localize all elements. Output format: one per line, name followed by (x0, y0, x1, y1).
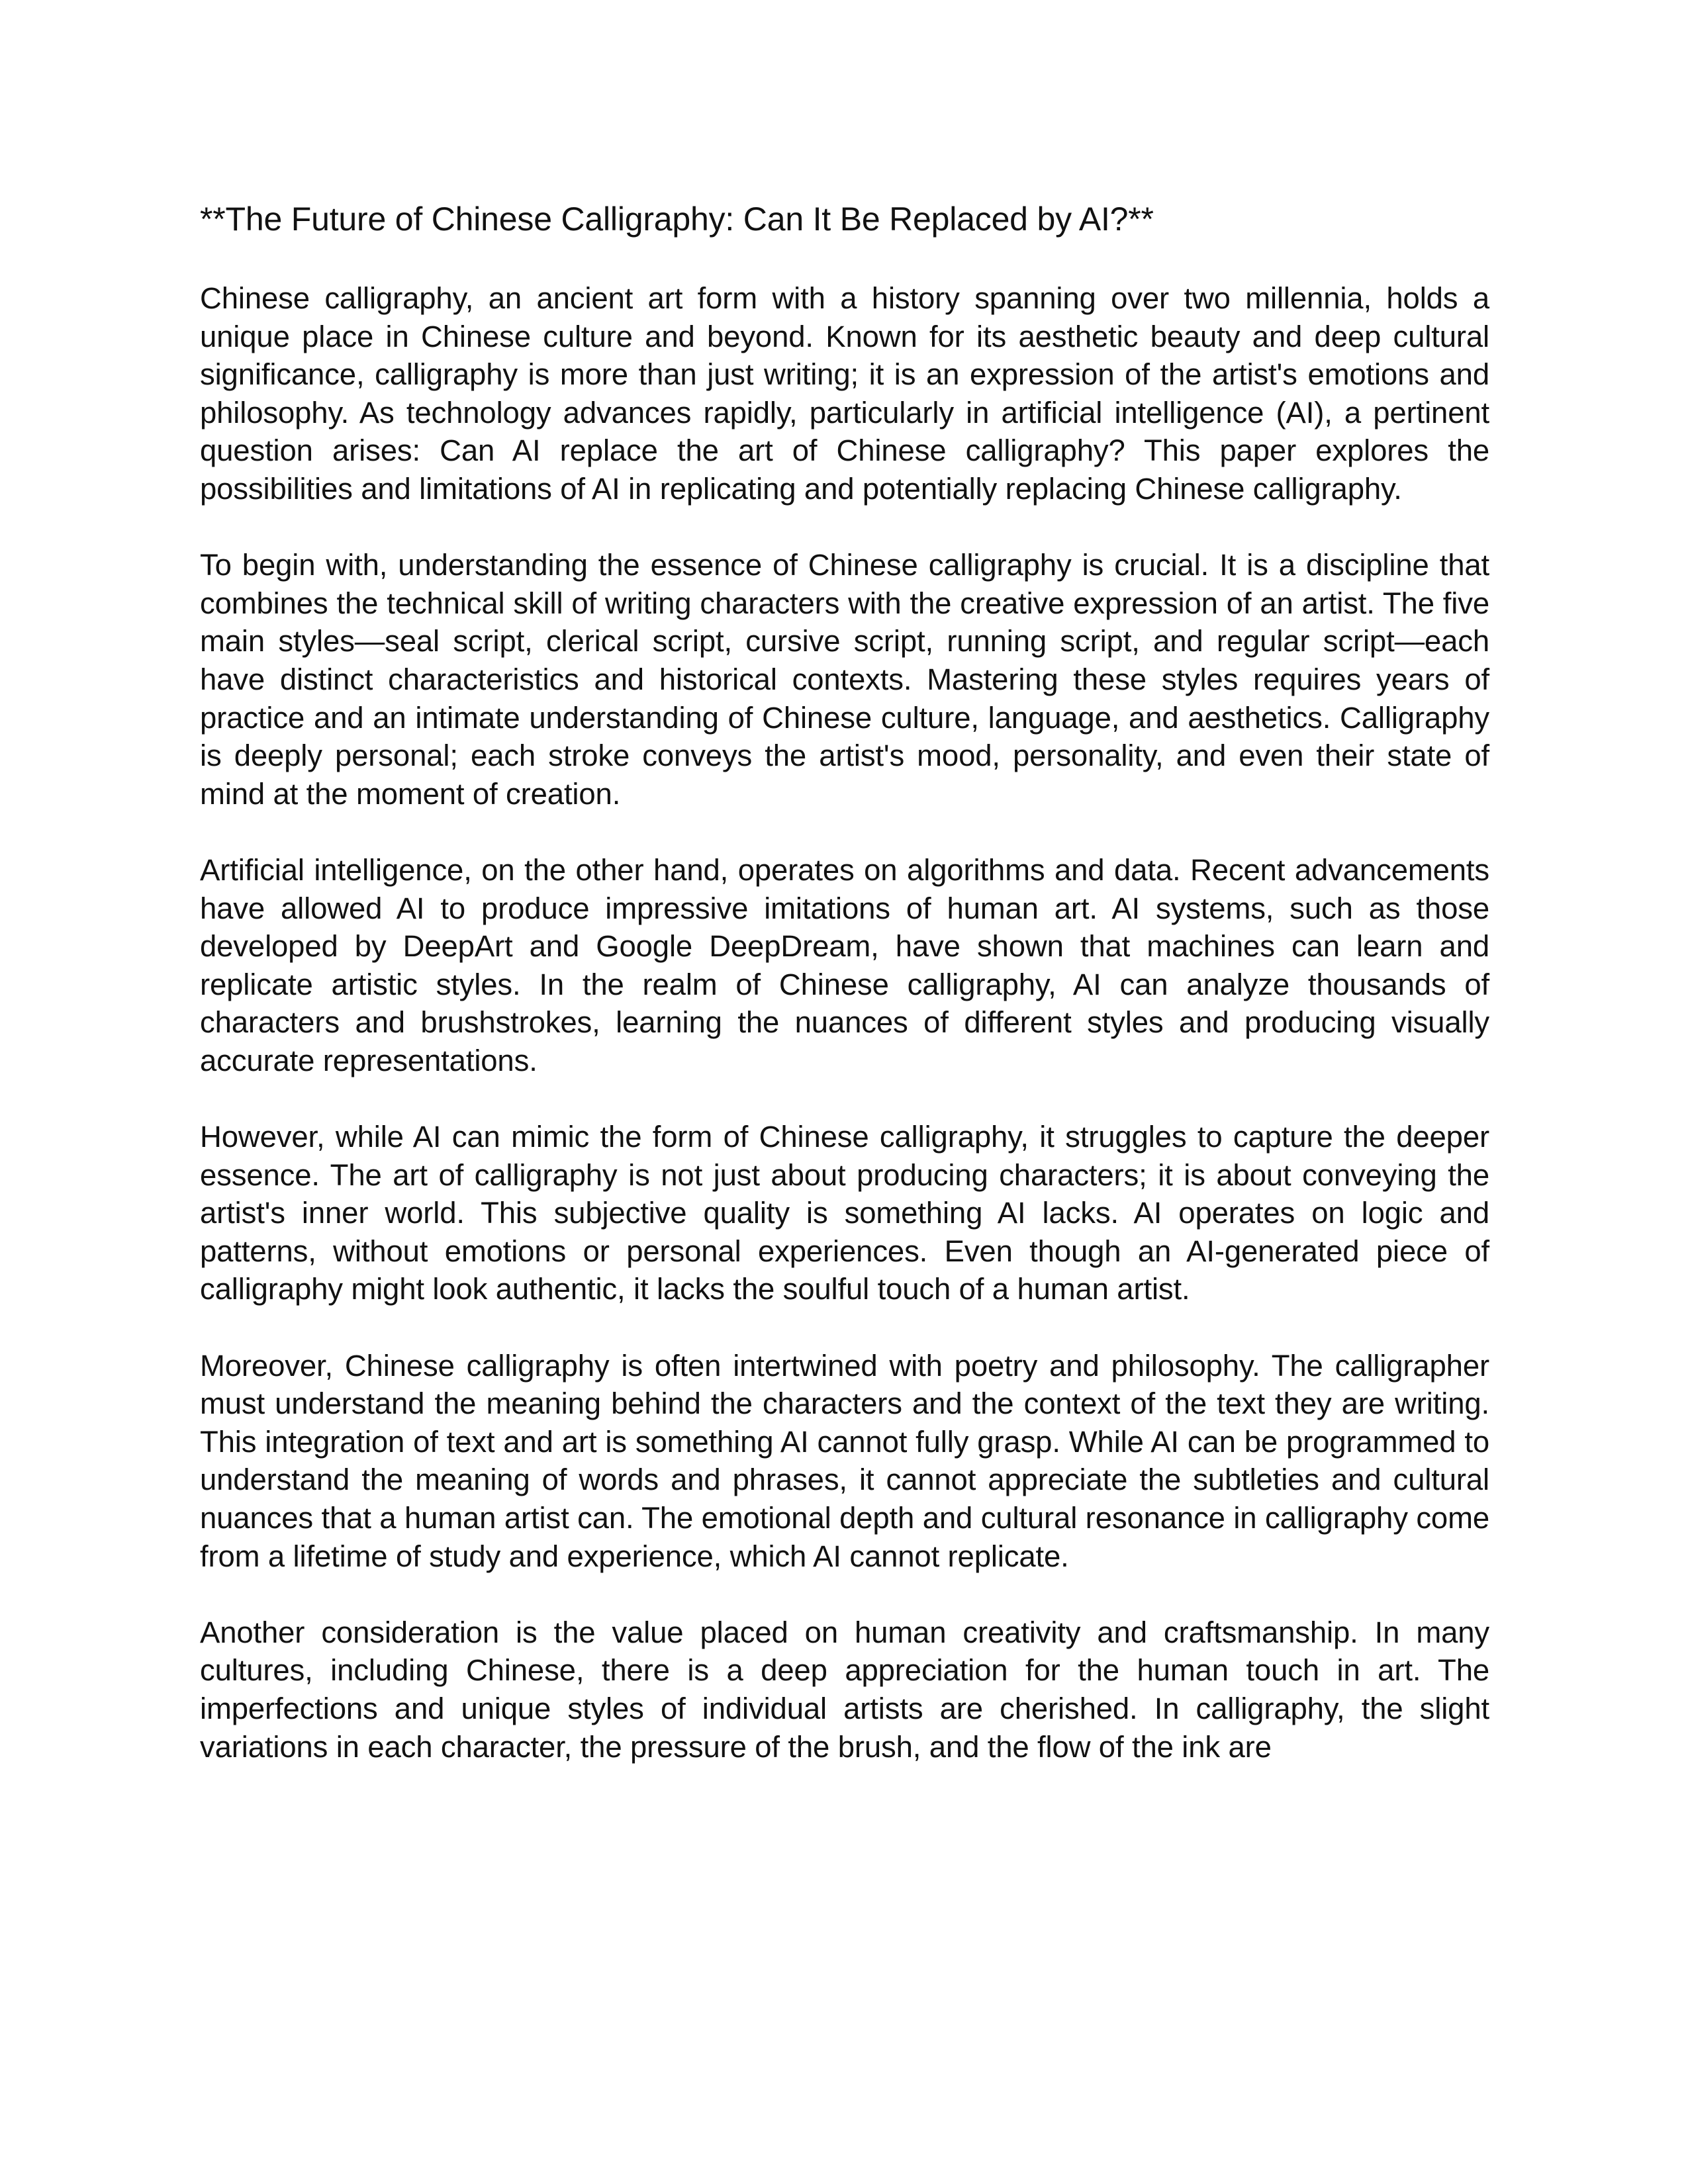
paragraph-human-creativity: Another consideration is the value placed on human creativity and craftsmanship. In many cultures, including Chinese, there is a deep appreciation for the human touch in art. The imperfections and unique styles of individual artists are cherished. In calligraphy, the slight variations in each character, the pressure of the brush, and the flow of the ink are (200, 1615, 1489, 1764)
paragraph-introduction: Chinese calligraphy, an ancient art form with a history spanning over two millennia, holds a unique place in Chinese culture and beyond. Known for its aesthetic beauty and deep cultural significance, calligraphy is more than just writing; it is an expression of the artist's emotions and philosophy. As technology advances rapidly, particularly in artificial intelligence (AI), a pertinent question arises: Can AI replace the art of Chinese calligraphy? This paper explores the possibilities and limitations of AI in replicating and potentially replacing Chinese calligraphy. (200, 281, 1489, 506)
paragraph-poetry-philosophy: Moreover, Chinese calligraphy is often intertwined with poetry and philosophy. The calligrapher must understand the meaning behind the characters and the context of the text they are writing. This integration of text and art is something AI cannot fully grasp. While AI can be programmed to understand the meaning of words and phrases, it cannot appreciate the subtleties and cultural nuances that a human artist can. The emotional depth and cultural resonance in calligraphy come from a lifetime of study and experience, which AI cannot replicate. (200, 1348, 1489, 1573)
document-body (200, 197, 1489, 1804)
paragraph-ai-limitations: However, while AI can mimic the form of Chinese calligraphy, it struggles to capture the deeper essence. The art of calligraphy is not just about producing characters; it is about conveying the artist's inner world. This subjective quality is something AI lacks. AI operates on logic and patterns, without emotions or personal experiences. Even though an AI-generated piece of calligraphy might look authentic, it lacks the soulful touch of a human artist. (200, 1120, 1489, 1306)
document-title: **The Future of Chinese Calligraphy: Can It Be Replaced by AI?** (200, 201, 1154, 238)
paragraph-ai-capabilities: Artificial intelligence, on the other hand, operates on algorithms and data. Recent advancements have allowed AI to produce impressive imitations of human art. AI systems, such as those developed by DeepArt and Google DeepDream, have shown that machines can learn and replicate artistic styles. In the realm of Chinese calligraphy, AI can analyze thousands of characters and brushstrokes, learning the nuances of different styles and producing visually accurate representations. (200, 852, 1489, 1077)
paragraph-essence-of-calligraphy: To begin with, understanding the essence of Chinese calligraphy is crucial. It is a discipline that combines the technical skill of writing characters with the creative expression of an artist. The five main styles—seal script, clerical script, cursive script, running script, and regular script—each have distinct characteristics and historical contexts. Mastering these styles requires years of practice and an intimate understanding of Chinese culture, language, and aesthetics. Calligraphy is deeply personal; each stroke conveys the artist's mood, personality, and even their state of mind at the moment of creation. (200, 548, 1489, 811)
